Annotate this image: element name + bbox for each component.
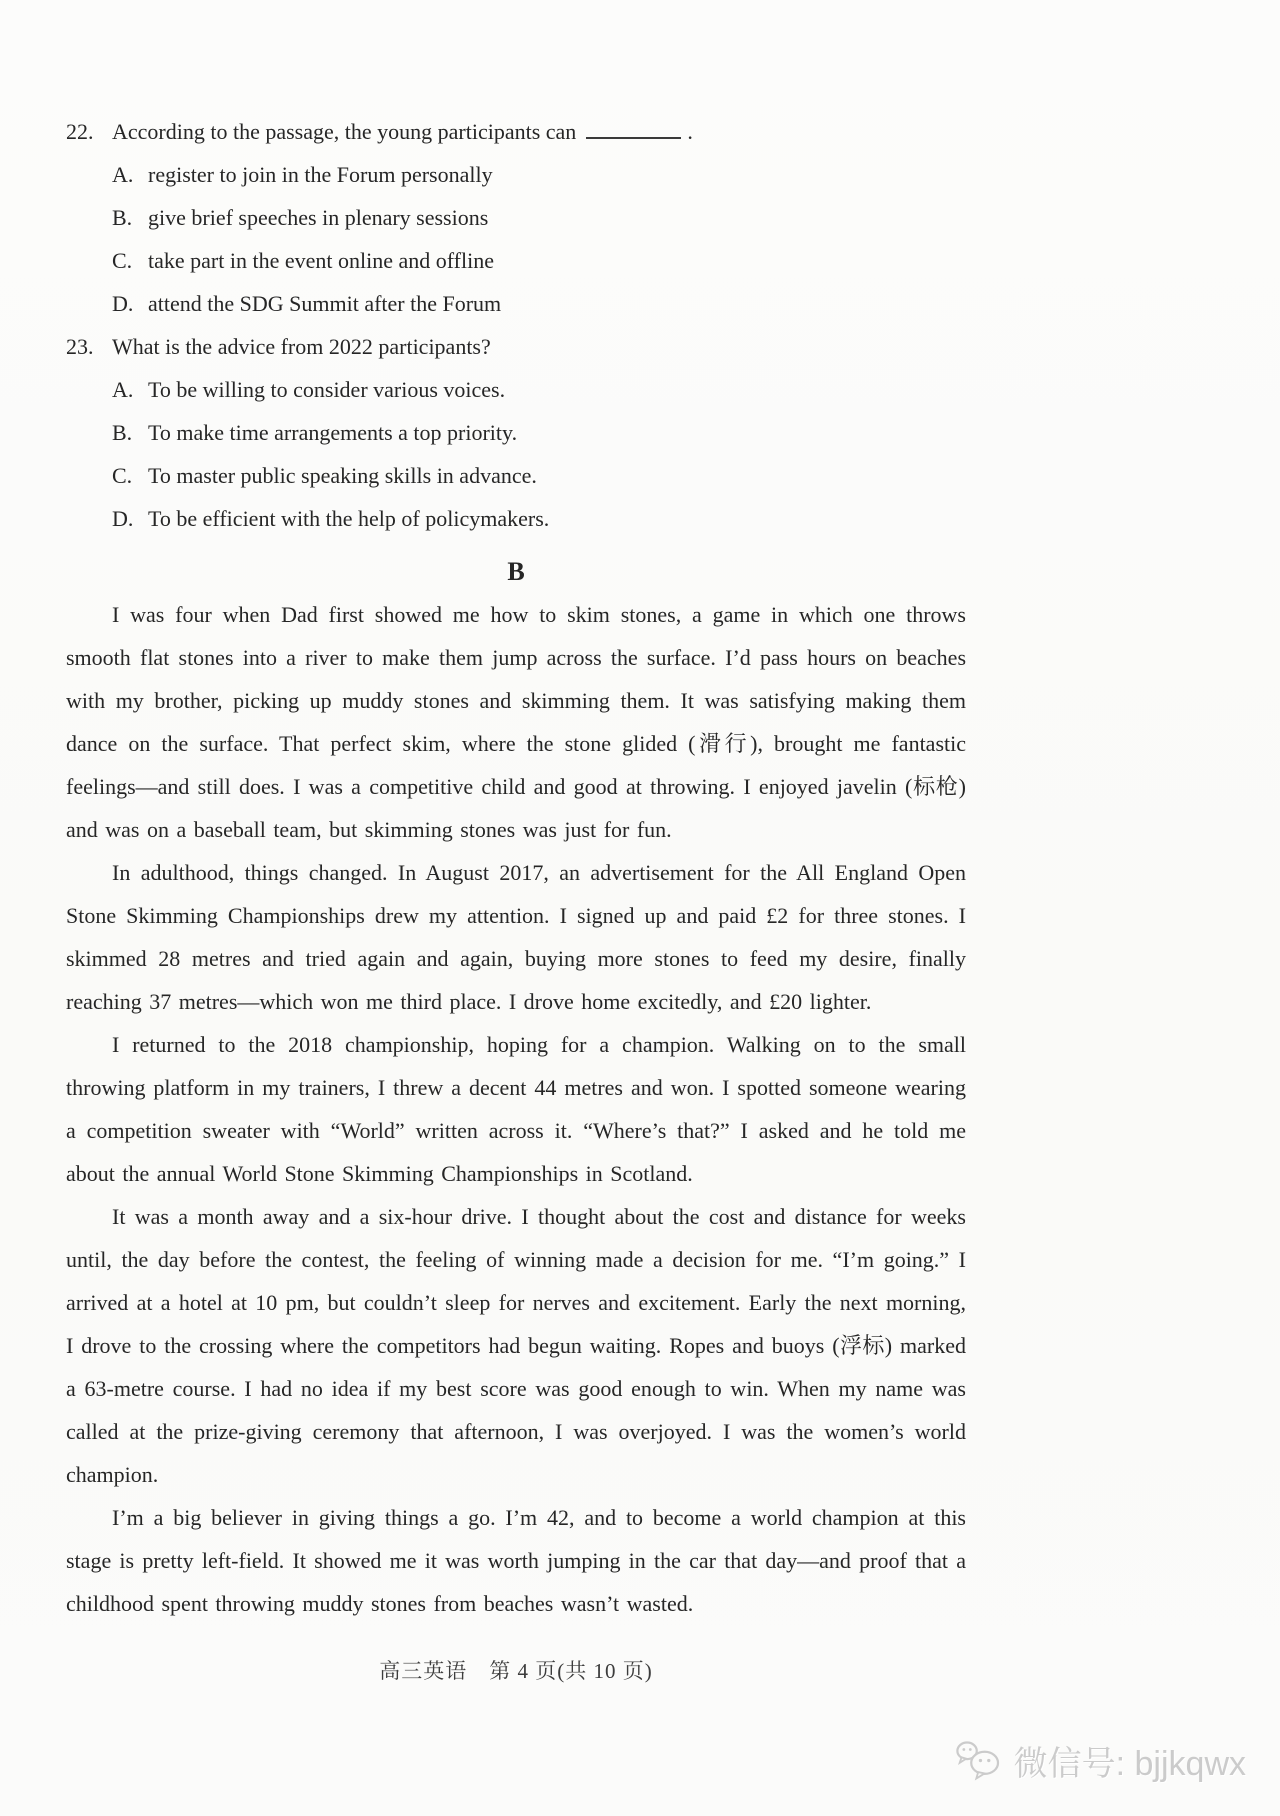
option-text: To be willing to consider various voices.	[148, 377, 506, 402]
watermark-text: 微信号: bjjkqwx	[1013, 1745, 1246, 1783]
option-text: give brief speeches in plenary sessions	[148, 205, 489, 230]
option-label: A.	[112, 377, 134, 402]
question-stem-text: According to the passage, the young participants can	[112, 119, 577, 144]
after-blank-period: .	[687, 119, 693, 144]
question-22	[66, 110, 966, 325]
option-text: To master public speaking skills in advance.	[148, 463, 537, 488]
option-row-23a	[66, 368, 966, 411]
question-number: 22.	[66, 119, 94, 144]
question-23-stem-row	[66, 325, 966, 368]
option-label: A.	[112, 162, 134, 187]
watermark	[956, 1736, 1246, 1785]
exam-content	[66, 110, 966, 1625]
option-text: take part in the event online and offline	[148, 248, 494, 273]
answer-blank	[586, 115, 681, 139]
question-stem	[112, 110, 966, 153]
option-label: B.	[112, 420, 133, 445]
option-label: C.	[112, 463, 133, 488]
reading-passage	[66, 593, 966, 1625]
option-text: register to join in the Forum personally	[148, 162, 493, 187]
option-label: B.	[112, 205, 133, 230]
question-22-stem-row	[66, 110, 966, 153]
option-text: To make time arrangements a top priority.	[148, 420, 518, 445]
option-label: C.	[112, 248, 133, 273]
option-text: attend the SDG Summit after the Forum	[148, 291, 502, 316]
passage-paragraph: I was four when Dad first showed me how to skim stones, a game in which one throws smooth flat stones into a river to make them jump across the surface. I’d pass hours on beaches with my brother, picking up muddy stones and skimming them. It was satisfying making them dance on the surface. That perfect skim, where the stone glided (滑行), brought me fantastic feelings—and still does. I was a competitive child and good at throwing. I enjoyed javelin (标枪) and was on a baseball team, but skimming stones was just for fun.	[66, 602, 966, 842]
option-row-23b	[66, 411, 966, 454]
question-23	[66, 325, 966, 540]
passage-paragraph: I’m a big believer in giving things a go. I’m 42, and to become a world champion at this stage is pretty left-field. It showed me it was worth jumping in the car that day—and proof that a childhood spent throwing muddy stones from beaches wasn’t wasted.	[66, 1505, 966, 1616]
passage-paragraph: In adulthood, things changed. In August 2017, an advertisement for the All England Open Stone Skimming Championships drew my attention. I signed up and paid £2 for three stones. I skimmed 28 metres and tried again and again, buying more stones to feed my desire, finally reaching 37 metres—which won me third place. I drove home excitedly, and £20 lighter.	[66, 860, 966, 1014]
option-row-22c	[66, 239, 966, 282]
option-text: To be efficient with the help of policymakers.	[148, 506, 550, 531]
wechat-icon	[956, 1739, 1004, 1783]
option-row-23d	[66, 497, 966, 540]
option-row-22d	[66, 282, 966, 325]
option-row-22a	[66, 153, 966, 196]
question-number: 23.	[66, 334, 94, 359]
page-footer: 高三英语 第 4 页(共 10 页)	[379, 1659, 653, 1683]
passage-paragraph: It was a month away and a six-hour drive. I thought about the cost and distance for weeks until, the day before the contest, the feeling of winning made a decision for me. “I’m going.” I arrived at a hotel at 10 pm, but couldn’t sleep for nerves and excitement. Early the next morning, I drove to the crossing where the competitors had begun waiting. Ropes and buoys (浮标) marked a 63-metre course. I had no idea if my best score was good enough to win. When my name was called at the prize-giving ceremony that afternoon, I was overjoyed. I was the women’s world champion.	[66, 1204, 966, 1487]
option-row-22b	[66, 196, 966, 239]
option-label: D.	[112, 506, 134, 531]
question-stem: What is the advice from 2022 participants?	[112, 334, 491, 359]
section-heading: B	[507, 557, 525, 586]
option-label: D.	[112, 291, 134, 316]
option-row-23c	[66, 454, 966, 497]
passage-paragraph: I returned to the 2018 championship, hoping for a champion. Walking on to the small throwing platform in my trainers, I threw a decent 44 metres and won. I spotted someone wearing a competition sweater with “World” written across it. “Where’s that?” I asked and he told me about the annual World Stone Skimming Championships in Scotland.	[66, 1032, 966, 1186]
